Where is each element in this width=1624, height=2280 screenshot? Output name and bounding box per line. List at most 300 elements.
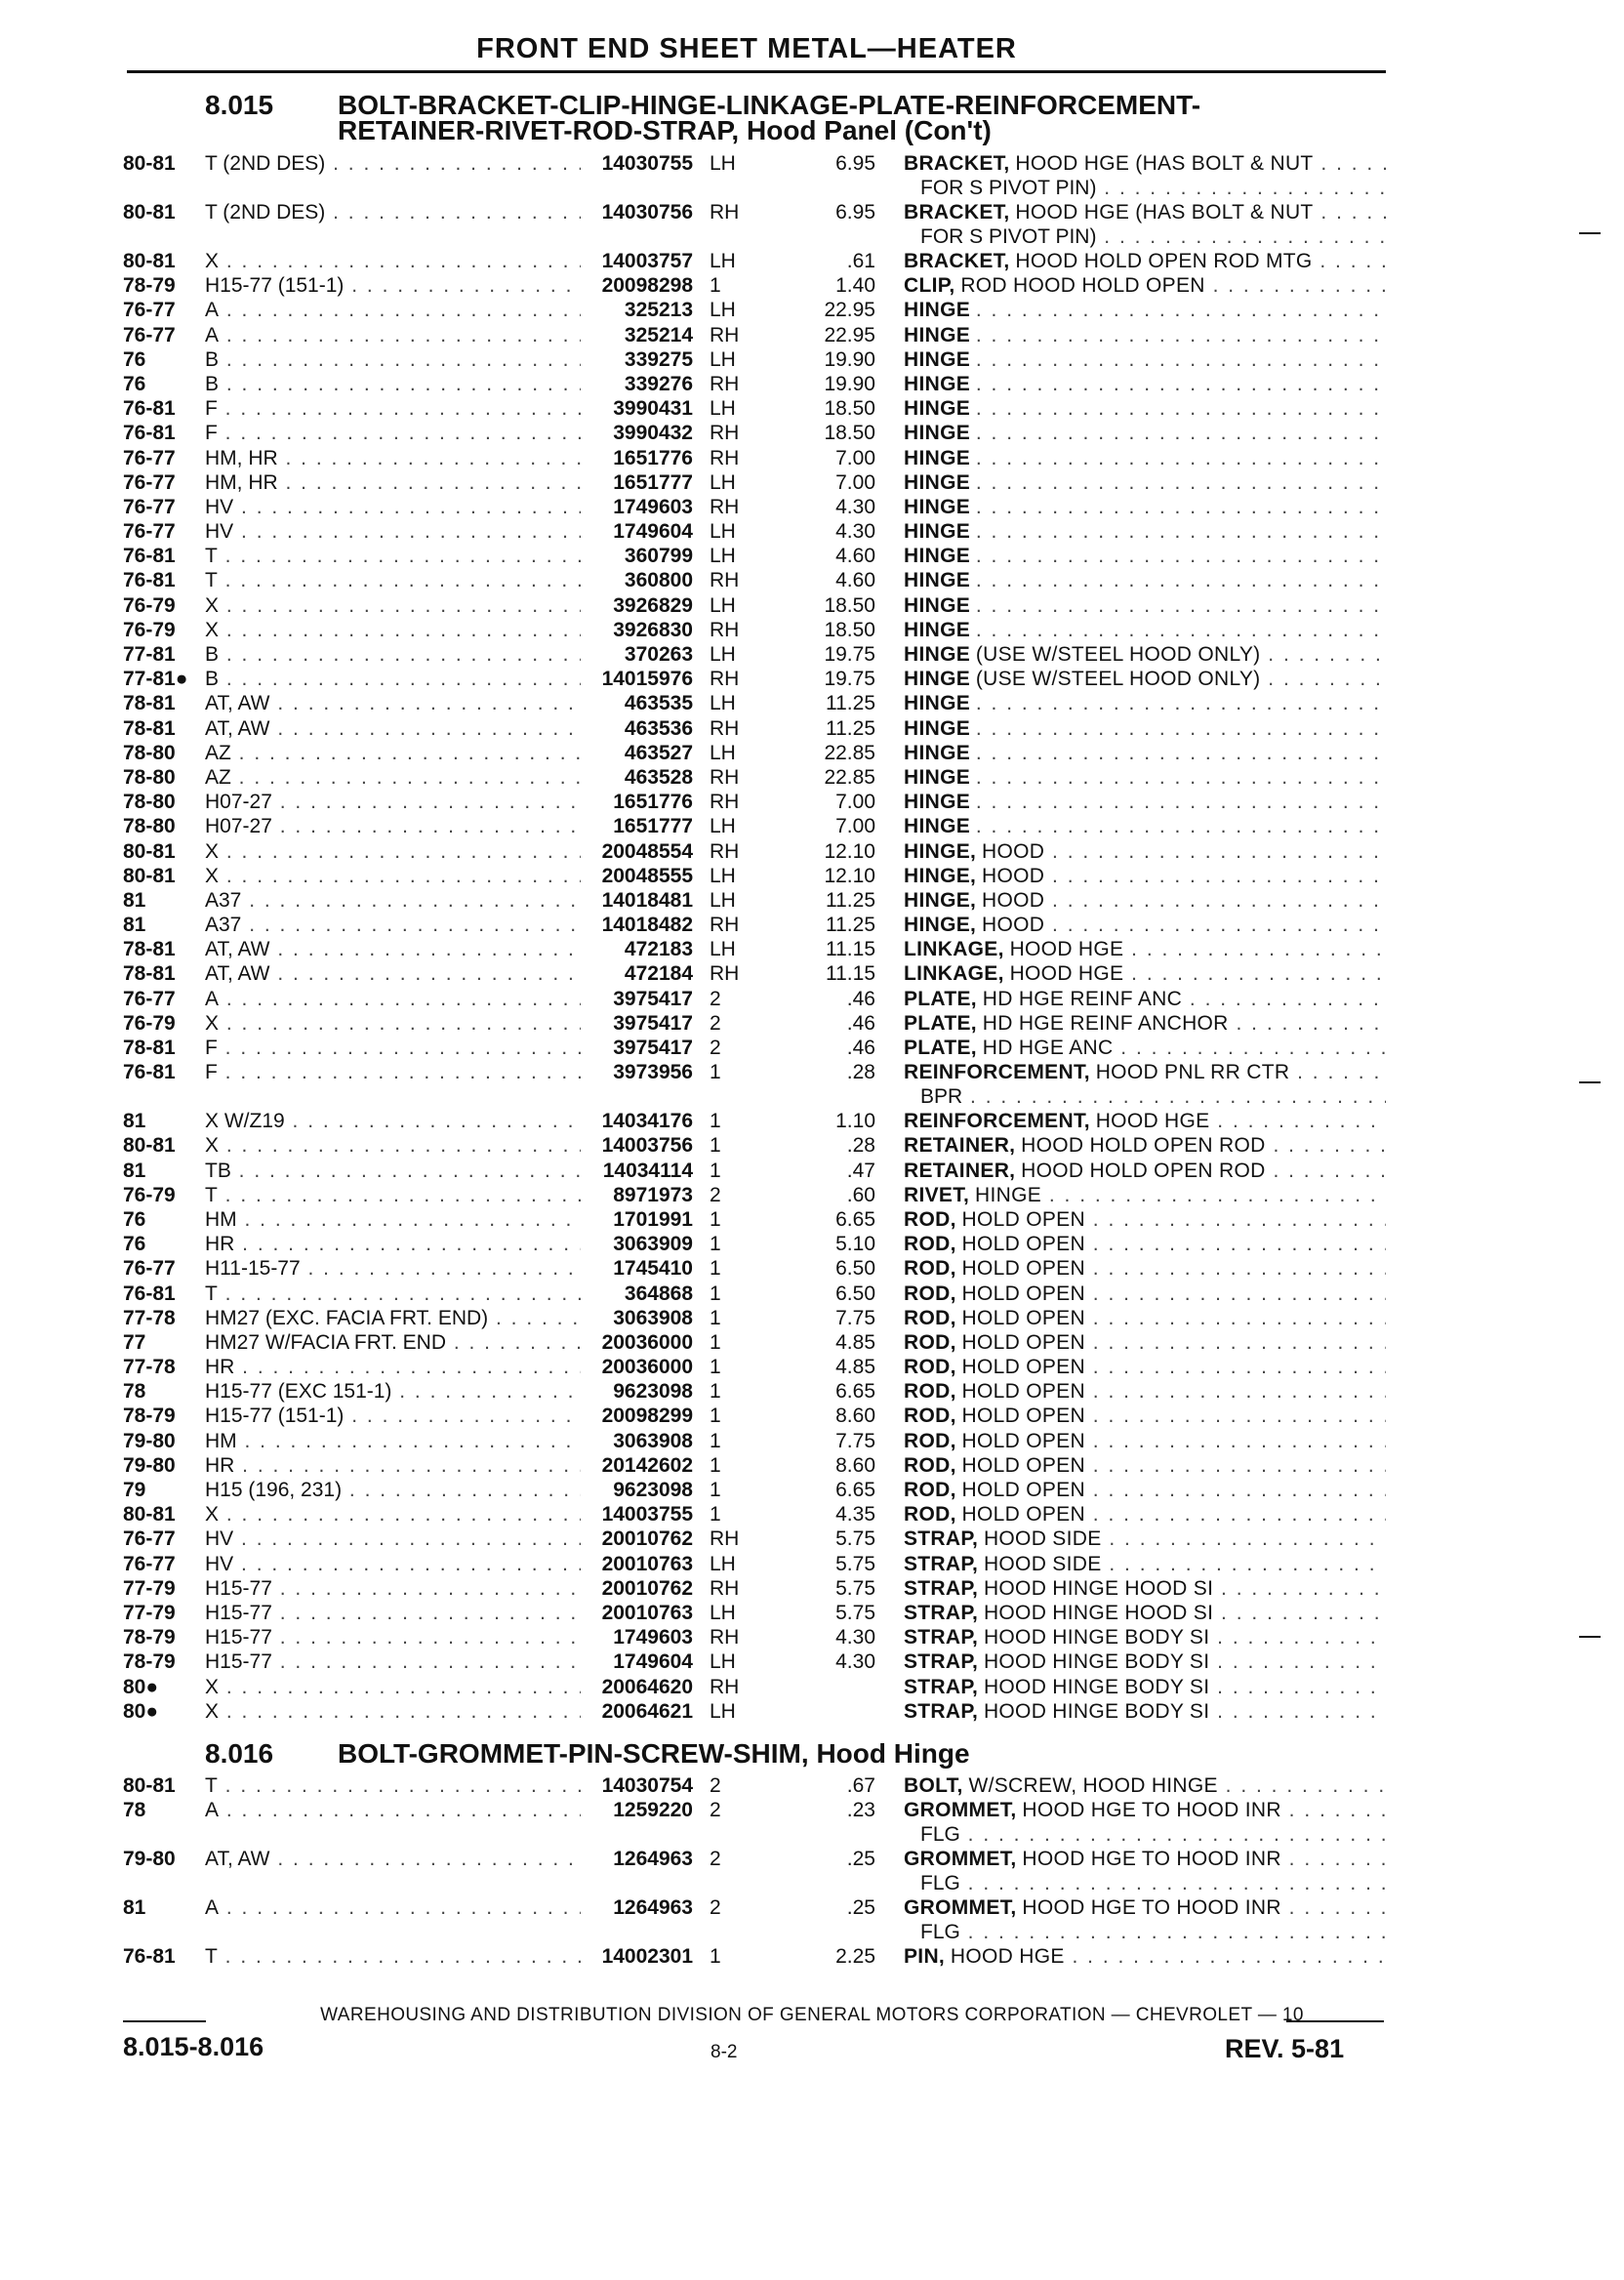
description: STRAP, HOOD HINGE BODY SI . . .	[904, 1676, 1386, 1699]
model-years: 78	[123, 1799, 146, 1822]
side-qty: LH	[710, 1650, 736, 1674]
part-number: 1259220	[613, 1799, 693, 1822]
description: HINGE . . .	[904, 299, 1386, 322]
part-number: 1651777	[613, 470, 693, 494]
part-number: 325213	[624, 299, 693, 322]
description-continuation: BPR . . .	[920, 1085, 1386, 1109]
table-row	[0, 545, 1624, 569]
description: GROMMET, HOOD HGE TO HOOD INR . . .	[904, 1896, 1386, 1920]
table-row	[0, 496, 1624, 520]
description: HINGE . . .	[904, 496, 1386, 519]
model-code: A . . .	[205, 324, 581, 347]
description: REINFORCEMENT, HOOD HGE . . .	[904, 1110, 1386, 1133]
table-row	[0, 1134, 1624, 1159]
side-qty: 1	[710, 1207, 721, 1231]
model-years: 79-80	[123, 1848, 176, 1871]
side-qty: LH	[710, 938, 736, 961]
price: 4.30	[835, 520, 875, 544]
side-qty: 1	[710, 1429, 721, 1452]
model-code: X . . .	[205, 1676, 581, 1699]
table-row	[0, 1602, 1624, 1626]
part-number: 20036000	[601, 1356, 693, 1379]
part-number: 9623098	[613, 1479, 693, 1501]
side-qty: 1	[710, 1257, 721, 1281]
price: 22.85	[824, 765, 875, 789]
description: HINGE . . .	[904, 324, 1386, 347]
description: STRAP, HOOD SIDE . . .	[904, 1553, 1386, 1576]
part-number: 14018482	[601, 914, 693, 937]
table-row	[0, 274, 1624, 299]
model-code: HR . . .	[205, 1454, 581, 1478]
price: 7.75	[835, 1306, 875, 1329]
model-code: A . . .	[205, 988, 581, 1011]
price: 12.10	[824, 839, 875, 863]
table-row	[0, 865, 1624, 889]
model-years: 80●	[123, 1675, 159, 1698]
side-qty: LH	[710, 1601, 736, 1624]
side-qty: 1	[710, 1356, 721, 1379]
part-number: 3973956	[613, 1061, 693, 1084]
model-code: X . . .	[205, 865, 581, 888]
price: 7.00	[835, 470, 875, 494]
model-code: F . . .	[205, 1061, 581, 1084]
model-code: H15-77 (EXC 151-1) . . .	[205, 1380, 581, 1404]
model-code: H15-77 . . .	[205, 1602, 581, 1625]
model-years: 78-79	[123, 1650, 176, 1674]
model-years: 78-80	[123, 791, 176, 814]
price: 19.90	[824, 347, 875, 371]
model-years: 80●	[123, 1699, 159, 1723]
price: 5.75	[835, 1552, 875, 1575]
side-qty: LH	[710, 520, 736, 544]
side-qty: 1	[710, 1945, 721, 1969]
model-code: HM . . .	[205, 1208, 581, 1232]
description: PLATE, HD HGE REINF ANCHOR . . .	[904, 1012, 1386, 1036]
model-code: X . . .	[205, 1700, 581, 1724]
price: .46	[846, 1011, 875, 1035]
model-years: 78-80	[123, 765, 176, 789]
side-qty: RH	[710, 1576, 740, 1600]
description: STRAP, HOOD HINGE BODY SI . . .	[904, 1700, 1386, 1724]
model-years: 76-81	[123, 397, 176, 421]
model-code: AZ . . .	[205, 766, 581, 790]
table-row	[0, 1896, 1624, 1945]
price: 5.75	[835, 1601, 875, 1624]
part-number: 3926829	[613, 593, 693, 617]
description: ROD, HOLD OPEN . . .	[904, 1233, 1386, 1256]
description: ROD, HOLD OPEN . . .	[904, 1208, 1386, 1232]
part-number: 463535	[624, 692, 693, 715]
part-number: 360800	[624, 569, 693, 592]
description: STRAP, HOOD HINGE HOOD SI . . .	[904, 1602, 1386, 1625]
model-code: HV . . .	[205, 1527, 581, 1551]
model-code: A . . .	[205, 1896, 581, 1920]
table-row	[0, 299, 1624, 323]
description: PIN, HOOD HGE . . .	[904, 1945, 1386, 1969]
table-row	[0, 1577, 1624, 1602]
table-row	[0, 1454, 1624, 1479]
model-code: H15-77 . . .	[205, 1650, 581, 1674]
model-code: HM, HR . . .	[205, 447, 581, 470]
part-number: 339275	[624, 347, 693, 371]
price: .25	[846, 1848, 875, 1871]
price: 22.95	[824, 323, 875, 346]
price: 18.50	[824, 422, 875, 445]
model-years: 81	[123, 914, 146, 937]
model-years: 79-80	[123, 1429, 176, 1452]
part-number: 14003756	[601, 1134, 693, 1158]
side-qty: LH	[710, 864, 736, 887]
side-qty: 1	[710, 1134, 721, 1158]
price: 22.95	[824, 299, 875, 322]
model-code: HM27 W/FACIA FRT. END . . .	[205, 1331, 581, 1355]
model-years: 78-79	[123, 1405, 176, 1428]
price: 18.50	[824, 593, 875, 617]
description: HINGE, HOOD . . .	[904, 865, 1386, 888]
table-row	[0, 1430, 1624, 1454]
part-number: 364868	[624, 1282, 693, 1305]
part-number: 20048554	[601, 839, 693, 863]
price: .61	[846, 250, 875, 272]
price: 18.50	[824, 618, 875, 641]
table-row	[0, 791, 1624, 815]
model-years: 76-79	[123, 1011, 176, 1035]
description-continuation: FOR S PIVOT PIN) . . .	[920, 177, 1386, 200]
side-qty: 1	[710, 1233, 721, 1256]
price: .23	[846, 1799, 875, 1822]
model-years: 76-77	[123, 987, 176, 1010]
part-number: 20048555	[601, 864, 693, 887]
model-code: X . . .	[205, 594, 581, 618]
part-number: 3975417	[613, 1037, 693, 1059]
table-row	[0, 1110, 1624, 1134]
description-continuation: FLG . . .	[920, 1921, 1386, 1944]
model-code: T (2ND DES) . . .	[205, 152, 581, 176]
section-title-line2: RETAINER-RIVET-ROD-STRAP, Hood Panel (Con't)	[338, 115, 992, 145]
model-years: 79-80	[123, 1453, 176, 1477]
table-row	[0, 1356, 1624, 1380]
side-qty: RH	[710, 914, 740, 937]
table-row	[0, 397, 1624, 422]
model-years: 77-79	[123, 1601, 176, 1624]
part-number: 3990432	[613, 422, 693, 445]
description-continuation: FLG . . .	[920, 1872, 1386, 1895]
price: 6.65	[835, 1479, 875, 1501]
table-row	[0, 643, 1624, 668]
description: HINGE . . .	[904, 373, 1386, 396]
section-number: 8.016	[205, 1738, 274, 1769]
price: 5.75	[835, 1576, 875, 1600]
price: 6.95	[835, 201, 875, 224]
table-row	[0, 1553, 1624, 1577]
model-years: 78-80	[123, 815, 176, 838]
side-qty: 2	[710, 1848, 721, 1871]
description: ROD, HOLD OPEN . . .	[904, 1257, 1386, 1281]
description: LINKAGE, HOOD HGE . . .	[904, 962, 1386, 986]
model-code: HV . . .	[205, 496, 581, 519]
description: HINGE (USE W/STEEL HOOD ONLY) . . .	[904, 668, 1386, 691]
part-number: 20142602	[601, 1453, 693, 1477]
model-years: 76	[123, 372, 146, 395]
model-code: H07-27 . . .	[205, 791, 581, 814]
part-number: 1749604	[613, 1650, 693, 1674]
model-code: A37 . . .	[205, 914, 581, 937]
price: 4.60	[835, 569, 875, 592]
model-code: H15-77 . . .	[205, 1577, 581, 1601]
side-qty: 1	[710, 1061, 721, 1084]
table-row	[0, 250, 1624, 274]
side-qty: 2	[710, 1183, 721, 1206]
model-years: 76-79	[123, 593, 176, 617]
table-row	[0, 1012, 1624, 1037]
model-code: AT, AW . . .	[205, 692, 581, 715]
part-number: 3926830	[613, 618, 693, 641]
side-qty: RH	[710, 765, 740, 789]
model-years: 76-79	[123, 1183, 176, 1206]
description: STRAP, HOOD HINGE HOOD SI . . .	[904, 1577, 1386, 1601]
side-qty: 2	[710, 1011, 721, 1035]
table-row	[0, 1700, 1624, 1725]
price: 6.65	[835, 1380, 875, 1404]
description: HINGE . . .	[904, 447, 1386, 470]
part-number: 14034176	[601, 1110, 693, 1133]
part-number: 1651776	[613, 791, 693, 814]
side-qty: LH	[710, 1552, 736, 1575]
description: BRACKET, HOOD HGE (HAS BOLT & NUT . . .	[904, 152, 1386, 176]
side-qty: RH	[710, 323, 740, 346]
part-number: 360799	[624, 545, 693, 568]
description: ROD, HOLD OPEN . . .	[904, 1307, 1386, 1330]
model-code: T . . .	[205, 569, 581, 592]
side-qty: 1	[710, 1159, 721, 1182]
price: .28	[846, 1134, 875, 1158]
table-row	[0, 1160, 1624, 1184]
price: 7.00	[835, 446, 875, 469]
model-years: 81	[123, 1896, 146, 1920]
price: 1.10	[835, 1110, 875, 1133]
side-qty: RH	[710, 495, 740, 518]
price: 8.60	[835, 1453, 875, 1477]
part-number: 20064621	[601, 1699, 693, 1723]
model-code: T . . .	[205, 1184, 581, 1207]
model-code: T . . .	[205, 545, 581, 568]
table-row	[0, 1676, 1624, 1700]
model-years: 81	[123, 888, 146, 912]
side-qty: 2	[710, 1774, 721, 1797]
side-qty: LH	[710, 888, 736, 912]
table-row	[0, 1945, 1624, 1970]
model-code: B . . .	[205, 643, 581, 667]
table-row	[0, 962, 1624, 987]
model-code: X . . .	[205, 1503, 581, 1527]
table-row	[0, 348, 1624, 373]
price: 19.75	[824, 643, 875, 666]
side-qty: 1	[710, 1503, 721, 1527]
part-number: 14030755	[601, 152, 693, 175]
table-row	[0, 1307, 1624, 1331]
model-years: 80-81	[123, 201, 176, 224]
model-years: 78-79	[123, 1626, 176, 1649]
part-number: 20010762	[601, 1576, 693, 1600]
description: HINGE . . .	[904, 348, 1386, 372]
part-number: 1749603	[613, 1626, 693, 1649]
table-row	[0, 1233, 1624, 1257]
price: 4.60	[835, 545, 875, 568]
part-number: 1651776	[613, 446, 693, 469]
side-qty: RH	[710, 446, 740, 469]
footer-section-range: 8.015-8.016	[123, 2032, 264, 2061]
part-number: 463536	[624, 716, 693, 740]
model-code: AT, AW . . .	[205, 938, 581, 961]
side-qty: 1	[710, 1330, 721, 1354]
model-code: HM27 (EXC. FACIA FRT. END) . . .	[205, 1307, 581, 1330]
description: ROD, HOLD OPEN . . .	[904, 1479, 1386, 1502]
side-qty: RH	[710, 1626, 740, 1649]
part-number: 20010763	[601, 1601, 693, 1624]
model-years: 80-81	[123, 152, 176, 175]
description: LINKAGE, HOOD HGE . . .	[904, 938, 1386, 961]
model-years: 76-77	[123, 1552, 176, 1575]
price: 4.85	[835, 1356, 875, 1379]
part-number: 14030756	[601, 201, 693, 224]
table-row	[0, 742, 1624, 766]
part-number: 3975417	[613, 987, 693, 1010]
table-row	[0, 914, 1624, 938]
description: RETAINER, HOOD HOLD OPEN ROD . . .	[904, 1160, 1386, 1183]
description: RIVET, HINGE . . .	[904, 1184, 1386, 1207]
description: GROMMET, HOOD HGE TO HOOD INR . . .	[904, 1799, 1386, 1822]
price: 6.65	[835, 1207, 875, 1231]
price: 6.50	[835, 1257, 875, 1281]
description: HINGE . . .	[904, 815, 1386, 838]
price: 1.40	[835, 274, 875, 298]
description: ROD, HOLD OPEN . . .	[904, 1331, 1386, 1355]
description: STRAP, HOOD HINGE BODY SI . . .	[904, 1626, 1386, 1649]
page-title: FRONT END SHEET METAL—HEATER	[476, 33, 1017, 64]
table-row	[0, 324, 1624, 348]
model-years: 76-77	[123, 446, 176, 469]
model-code: TB . . .	[205, 1160, 581, 1183]
description: BOLT, W/SCREW, HOOD HINGE . . .	[904, 1774, 1386, 1798]
part-number: 325214	[624, 323, 693, 346]
side-qty: RH	[710, 569, 740, 592]
price: 6.50	[835, 1282, 875, 1305]
part-number: 463528	[624, 765, 693, 789]
description: PLATE, HD HGE REINF ANC . . .	[904, 988, 1386, 1011]
model-years: 78-81	[123, 962, 176, 986]
price: .46	[846, 987, 875, 1010]
model-years: 78-81	[123, 692, 176, 715]
price: 11.25	[826, 692, 875, 715]
price: 19.90	[824, 372, 875, 395]
model-code: HR . . .	[205, 1356, 581, 1379]
table-row	[0, 471, 1624, 496]
margin-mark	[1579, 1081, 1601, 1083]
model-code: H15 (196, 231) . . .	[205, 1479, 581, 1502]
price: 7.75	[835, 1429, 875, 1452]
model-years: 78-79	[123, 274, 176, 298]
table-row	[0, 1479, 1624, 1503]
part-number: 1264963	[613, 1848, 693, 1871]
side-qty: 1	[710, 1306, 721, 1329]
side-qty: RH	[710, 422, 740, 445]
model-code: X . . .	[205, 250, 581, 273]
price: 11.15	[826, 938, 875, 961]
part-number: 20098298	[601, 274, 693, 298]
model-code: HV . . .	[205, 520, 581, 544]
model-code: X . . .	[205, 1134, 581, 1158]
table-row	[0, 569, 1624, 593]
description: ROD, HOLD OPEN . . .	[904, 1282, 1386, 1306]
description: BRACKET, HOOD HGE (HAS BOLT & NUT . . .	[904, 201, 1386, 224]
part-number: 1749604	[613, 520, 693, 544]
model-code: H15-77 (151-1) . . .	[205, 274, 581, 298]
model-years: 81	[123, 1110, 146, 1133]
part-number: 14003755	[601, 1503, 693, 1527]
model-code: T . . .	[205, 1774, 581, 1798]
description: HINGE (USE W/STEEL HOOD ONLY) . . .	[904, 643, 1386, 667]
side-qty: LH	[710, 741, 736, 764]
description: BRACKET, HOOD HOLD OPEN ROD MTG . . .	[904, 250, 1386, 273]
price: 6.95	[835, 152, 875, 175]
side-qty: RH	[710, 201, 740, 224]
side-qty: RH	[710, 716, 740, 740]
description-continuation: FOR S PIVOT PIN) . . .	[920, 225, 1386, 249]
side-qty: LH	[710, 470, 736, 494]
price: 4.85	[835, 1330, 875, 1354]
side-qty: RH	[710, 1527, 740, 1551]
table-row	[0, 1184, 1624, 1208]
description: PLATE, HD HGE ANC . . .	[904, 1037, 1386, 1060]
side-qty: RH	[710, 372, 740, 395]
model-years: 80-81	[123, 250, 176, 272]
model-years: 76-81	[123, 1945, 176, 1969]
table-row	[0, 692, 1624, 716]
table-row	[0, 1527, 1624, 1552]
model-years: 76-77	[123, 1257, 176, 1281]
part-number: 20036000	[601, 1330, 693, 1354]
model-code: AT, AW . . .	[205, 717, 581, 741]
table-row	[0, 1380, 1624, 1405]
part-number: 20010763	[601, 1552, 693, 1575]
model-code: X . . .	[205, 619, 581, 642]
side-qty: RH	[710, 962, 740, 986]
model-years: 77-78	[123, 1356, 176, 1379]
description: HINGE . . .	[904, 619, 1386, 642]
part-number: 14030754	[601, 1774, 693, 1797]
section-title-line1: BOLT-BRACKET-CLIP-HINGE-LINKAGE-PLATE-REINFORCEMENT-	[338, 90, 1201, 120]
model-years: 76	[123, 347, 146, 371]
table-row	[0, 1626, 1624, 1650]
model-years: 78-81	[123, 1037, 176, 1059]
part-number: 14015976	[601, 668, 693, 691]
price: .47	[846, 1159, 875, 1182]
description: HINGE . . .	[904, 545, 1386, 568]
side-qty: RH	[710, 791, 740, 814]
model-years: 76-77	[123, 1527, 176, 1551]
model-code: T . . .	[205, 1282, 581, 1306]
part-number: 8971973	[613, 1183, 693, 1206]
description: HINGE, HOOD . . .	[904, 914, 1386, 937]
model-code: HR . . .	[205, 1233, 581, 1256]
part-number: 1749603	[613, 495, 693, 518]
model-years: 80-81	[123, 1774, 176, 1797]
model-years: 76	[123, 1233, 146, 1256]
table-row	[0, 988, 1624, 1012]
model-years: 76-81	[123, 1061, 176, 1084]
side-qty: 1	[710, 274, 721, 298]
side-qty: RH	[710, 618, 740, 641]
